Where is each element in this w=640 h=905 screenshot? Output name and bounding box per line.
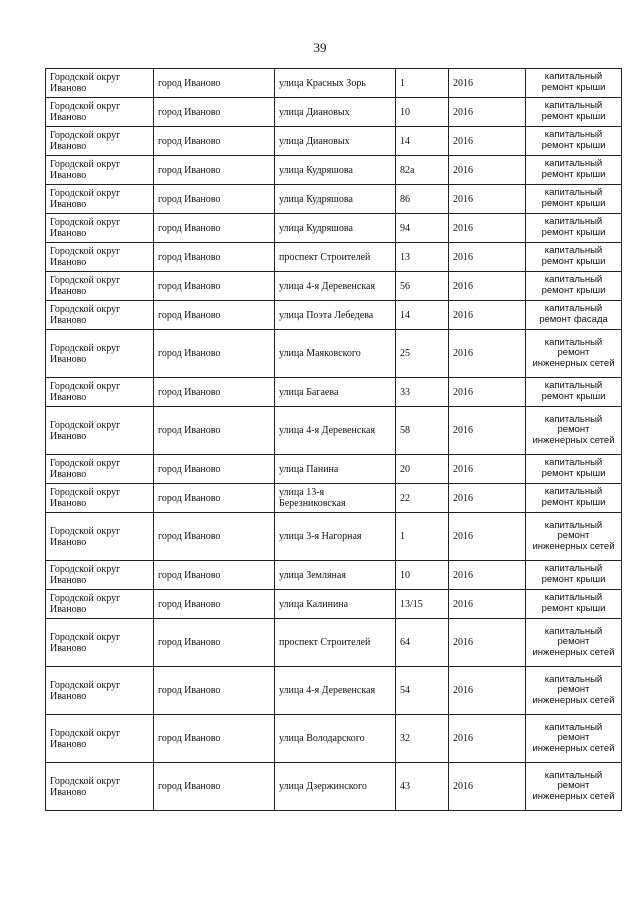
table-row bbox=[46, 619, 622, 667]
year-cell: 2016 bbox=[449, 98, 526, 127]
district-cell: Городской округ Иваново bbox=[46, 484, 154, 513]
city-cell: город Иваново bbox=[154, 667, 275, 715]
work-type-cell: капитальный ремонт инженерных сетей bbox=[526, 330, 622, 378]
work-type-cell: капитальный ремонт инженерных сетей bbox=[526, 715, 622, 763]
work-type-cell: капитальный ремонт инженерных сетей bbox=[526, 513, 622, 561]
street-cell: улица Диановых bbox=[275, 127, 396, 156]
street-cell: улица Багаева bbox=[275, 378, 396, 407]
house-number-cell: 14 bbox=[396, 127, 449, 156]
district-cell: Городской округ Иваново bbox=[46, 330, 154, 378]
work-type-cell: капитальный ремонт крыши bbox=[526, 590, 622, 619]
year-cell: 2016 bbox=[449, 590, 526, 619]
table-row bbox=[46, 156, 622, 185]
work-type-cell: капитальный ремонт инженерных сетей bbox=[526, 407, 622, 455]
table-row bbox=[46, 127, 622, 156]
district-cell: Городской округ Иваново bbox=[46, 455, 154, 484]
year-cell: 2016 bbox=[449, 301, 526, 330]
work-type-cell: капитальный ремонт крыши bbox=[526, 561, 622, 590]
table-row bbox=[46, 715, 622, 763]
table-row bbox=[46, 378, 622, 407]
year-cell: 2016 bbox=[449, 561, 526, 590]
house-number-cell: 20 bbox=[396, 455, 449, 484]
house-number-cell: 56 bbox=[396, 272, 449, 301]
district-cell: Городской округ Иваново bbox=[46, 715, 154, 763]
city-cell: город Иваново bbox=[154, 378, 275, 407]
year-cell: 2016 bbox=[449, 407, 526, 455]
street-cell: улица Володарского bbox=[275, 715, 396, 763]
city-cell: город Иваново bbox=[154, 127, 275, 156]
street-cell: улица Земляная bbox=[275, 561, 396, 590]
house-number-cell: 22 bbox=[396, 484, 449, 513]
district-cell: Городской округ Иваново bbox=[46, 407, 154, 455]
street-cell: улица 3-я Нагорная bbox=[275, 513, 396, 561]
work-type-cell: капитальный ремонт крыши bbox=[526, 214, 622, 243]
city-cell: город Иваново bbox=[154, 715, 275, 763]
house-number-cell: 43 bbox=[396, 763, 449, 811]
city-cell: город Иваново bbox=[154, 214, 275, 243]
city-cell: город Иваново bbox=[154, 455, 275, 484]
year-cell: 2016 bbox=[449, 619, 526, 667]
district-cell: Городской округ Иваново bbox=[46, 185, 154, 214]
district-cell: Городской округ Иваново bbox=[46, 619, 154, 667]
year-cell: 2016 bbox=[449, 455, 526, 484]
city-cell: город Иваново bbox=[154, 407, 275, 455]
city-cell: город Иваново bbox=[154, 243, 275, 272]
house-number-cell: 1 bbox=[396, 513, 449, 561]
street-cell: улица Калинина bbox=[275, 590, 396, 619]
year-cell: 2016 bbox=[449, 715, 526, 763]
table-body bbox=[46, 69, 622, 811]
work-type-cell: капитальный ремонт инженерных сетей bbox=[526, 763, 622, 811]
street-cell: улица Панина bbox=[275, 455, 396, 484]
street-cell: улица 4-я Деревенская bbox=[275, 407, 396, 455]
house-number-cell: 10 bbox=[396, 561, 449, 590]
table-row bbox=[46, 763, 622, 811]
work-type-cell: капитальный ремонт инженерных сетей bbox=[526, 667, 622, 715]
street-cell: улица Кудряшова bbox=[275, 214, 396, 243]
table-row bbox=[46, 484, 622, 513]
year-cell: 2016 bbox=[449, 69, 526, 98]
work-type-cell: капитальный ремонт крыши bbox=[526, 127, 622, 156]
street-cell: улица Кудряшова bbox=[275, 185, 396, 214]
year-cell: 2016 bbox=[449, 513, 526, 561]
house-number-cell: 13 bbox=[396, 243, 449, 272]
city-cell: город Иваново bbox=[154, 156, 275, 185]
work-type-cell: капитальный ремонт крыши bbox=[526, 185, 622, 214]
street-cell: улица Поэта Лебедева bbox=[275, 301, 396, 330]
city-cell: город Иваново bbox=[154, 513, 275, 561]
city-cell: город Иваново bbox=[154, 272, 275, 301]
street-cell: улица Кудряшова bbox=[275, 156, 396, 185]
year-cell: 2016 bbox=[449, 330, 526, 378]
page-number: 39 bbox=[313, 40, 327, 55]
city-cell: город Иваново bbox=[154, 98, 275, 127]
district-cell: Городской округ Иваново bbox=[46, 243, 154, 272]
district-cell: Городской округ Иваново bbox=[46, 127, 154, 156]
city-cell: город Иваново bbox=[154, 301, 275, 330]
year-cell: 2016 bbox=[449, 378, 526, 407]
work-type-cell: капитальный ремонт крыши bbox=[526, 455, 622, 484]
work-type-cell: капитальный ремонт крыши bbox=[526, 243, 622, 272]
table-row bbox=[46, 272, 622, 301]
city-cell: город Иваново bbox=[154, 763, 275, 811]
street-cell: улица Маяковского bbox=[275, 330, 396, 378]
house-number-cell: 13/15 bbox=[396, 590, 449, 619]
street-cell: улица Красных Зорь bbox=[275, 69, 396, 98]
city-cell: город Иваново bbox=[154, 484, 275, 513]
district-cell: Городской округ Иваново bbox=[46, 301, 154, 330]
house-number-cell: 54 bbox=[396, 667, 449, 715]
district-cell: Городской округ Иваново bbox=[46, 98, 154, 127]
year-cell: 2016 bbox=[449, 214, 526, 243]
work-type-cell: капитальный ремонт крыши bbox=[526, 69, 622, 98]
house-number-cell: 14 bbox=[396, 301, 449, 330]
table-row bbox=[46, 243, 622, 272]
district-cell: Городской округ Иваново bbox=[46, 513, 154, 561]
table-row bbox=[46, 69, 622, 98]
house-number-cell: 58 bbox=[396, 407, 449, 455]
district-cell: Городской округ Иваново bbox=[46, 590, 154, 619]
city-cell: город Иваново bbox=[154, 619, 275, 667]
district-cell: Городской округ Иваново bbox=[46, 561, 154, 590]
house-number-cell: 25 bbox=[396, 330, 449, 378]
city-cell: город Иваново bbox=[154, 561, 275, 590]
district-cell: Городской округ Иваново bbox=[46, 69, 154, 98]
table-row bbox=[46, 214, 622, 243]
street-cell: улица Диановых bbox=[275, 98, 396, 127]
house-number-cell: 32 bbox=[396, 715, 449, 763]
year-cell: 2016 bbox=[449, 667, 526, 715]
house-number-cell: 33 bbox=[396, 378, 449, 407]
street-cell: улица 4-я Деревенская bbox=[275, 272, 396, 301]
house-number-cell: 82а bbox=[396, 156, 449, 185]
year-cell: 2016 bbox=[449, 127, 526, 156]
city-cell: город Иваново bbox=[154, 590, 275, 619]
house-number-cell: 64 bbox=[396, 619, 449, 667]
work-type-cell: капитальный ремонт инженерных сетей bbox=[526, 619, 622, 667]
table-row bbox=[46, 185, 622, 214]
year-cell: 2016 bbox=[449, 272, 526, 301]
city-cell: город Иваново bbox=[154, 185, 275, 214]
table-row bbox=[46, 513, 622, 561]
work-type-cell: капитальный ремонт крыши bbox=[526, 98, 622, 127]
street-cell: улица Дзержинского bbox=[275, 763, 396, 811]
work-type-cell: капитальный ремонт крыши bbox=[526, 272, 622, 301]
table-row bbox=[46, 98, 622, 127]
year-cell: 2016 bbox=[449, 156, 526, 185]
table-row bbox=[46, 455, 622, 484]
house-number-cell: 1 bbox=[396, 69, 449, 98]
house-number-cell: 94 bbox=[396, 214, 449, 243]
table-row bbox=[46, 590, 622, 619]
district-cell: Городской округ Иваново bbox=[46, 667, 154, 715]
house-number-cell: 10 bbox=[396, 98, 449, 127]
year-cell: 2016 bbox=[449, 243, 526, 272]
street-cell: улица 13-я Березниковская bbox=[275, 484, 396, 513]
table-row bbox=[46, 667, 622, 715]
district-cell: Городской округ Иваново bbox=[46, 763, 154, 811]
work-type-cell: капитальный ремонт крыши bbox=[526, 156, 622, 185]
city-cell: город Иваново bbox=[154, 69, 275, 98]
table-row bbox=[46, 330, 622, 378]
district-cell: Городской округ Иваново bbox=[46, 272, 154, 301]
work-type-cell: капитальный ремонт крыши bbox=[526, 484, 622, 513]
work-type-cell: капитальный ремонт фасада bbox=[526, 301, 622, 330]
year-cell: 2016 bbox=[449, 484, 526, 513]
year-cell: 2016 bbox=[449, 185, 526, 214]
table-row bbox=[46, 561, 622, 590]
work-type-cell: капитальный ремонт крыши bbox=[526, 378, 622, 407]
year-cell: 2016 bbox=[449, 763, 526, 811]
street-cell: проспект Строителей bbox=[275, 619, 396, 667]
district-cell: Городской округ Иваново bbox=[46, 214, 154, 243]
table-row bbox=[46, 407, 622, 455]
street-cell: проспект Строителей bbox=[275, 243, 396, 272]
repair-register-table bbox=[45, 68, 622, 811]
district-cell: Городской округ Иваново bbox=[46, 378, 154, 407]
city-cell: город Иваново bbox=[154, 330, 275, 378]
street-cell: улица 4-я Деревенская bbox=[275, 667, 396, 715]
district-cell: Городской округ Иваново bbox=[46, 156, 154, 185]
table-row bbox=[46, 301, 622, 330]
house-number-cell: 86 bbox=[396, 185, 449, 214]
